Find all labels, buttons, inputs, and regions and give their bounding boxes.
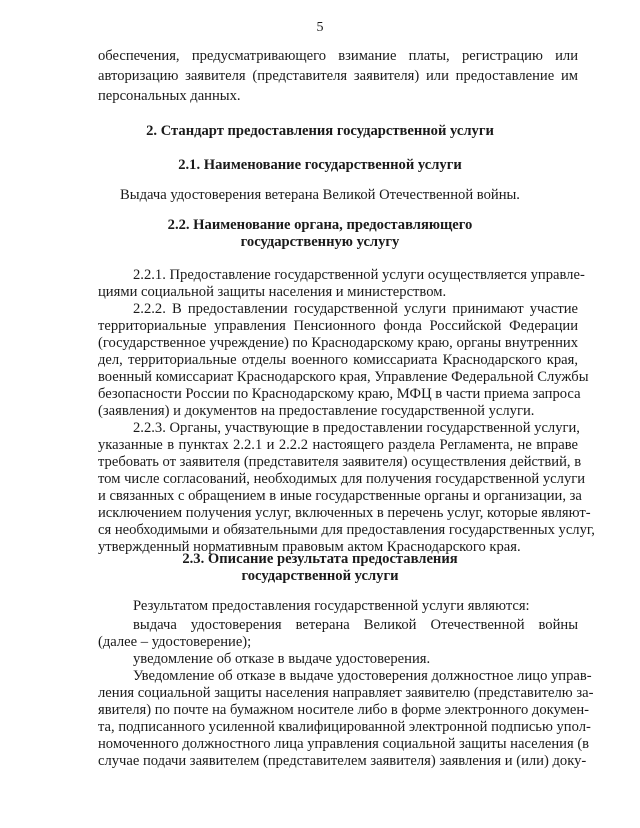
intro-line: обеспечения, предусматривающего взимание платы, регистрацию или <box>98 48 578 64</box>
intro-line: авторизацию заявителя (представителя заявителя) или предоставление им <box>98 68 578 84</box>
paragraph-line: безопасности России по Краснодарскому краю, МФЦ в части приема запроса <box>98 386 581 402</box>
paragraph-line: выдача удостоверения ветерана Великой Отечественной войны <box>133 617 578 633</box>
paragraph-line: (далее – удостоверение); <box>98 634 252 650</box>
section-2-3-title: 2.3. Описание результата предоставления <box>182 551 458 567</box>
section-2-3-title: государственной услуги <box>241 568 399 584</box>
paragraph-line: случае подачи заявителем (представителем заявителя) заявления и (или) доку- <box>98 753 587 769</box>
paragraph-line: том числе согласований, необходимых для получения государственной услуги <box>98 471 586 487</box>
paragraph-line: исключением получения услуг, включенных в перечень услуг, которые являют- <box>98 505 591 521</box>
section-2-title: 2. Стандарт предоставления государственной услуги <box>146 123 494 139</box>
paragraph-line: (государственное учреждение) по Краснодарскому краю, органы внутренних <box>98 335 578 351</box>
paragraph-line: уведомление об отказе в выдаче удостоверения. <box>133 651 431 667</box>
paragraph-line: Результатом предоставления государственной услуги являются: <box>133 598 530 614</box>
paragraph-line: дел, территориальные отделы военного комиссариата Краснодарского края, <box>98 352 578 368</box>
paragraph-line: номоченного должностного лица управления социальной защиты населения (в <box>98 736 590 752</box>
section-2-2-title: 2.2. Наименование органа, предоставляющего <box>167 217 473 233</box>
paragraph-line: та, подписанного усиленной квалифицированной электронной подписью упол- <box>98 719 591 735</box>
paragraph-line: ления социальной защиты населения направляет заявителю (представителю за- <box>98 685 594 701</box>
paragraph-line: 2.2.1. Предоставление государственной услуги осуществляется управле- <box>133 267 585 283</box>
section-2-1-title: 2.1. Наименование государственной услуги <box>178 157 462 173</box>
section-2-2-title: государственную услугу <box>240 234 400 250</box>
paragraph-line: явителя) по почте на бумажном носителе либо в форме электронного докумен- <box>98 702 590 718</box>
paragraph-line: утвержденный нормативным правовым актом Краснодарского края. <box>98 539 521 555</box>
paragraph-line: циями социальной защиты населения и министерством. <box>98 284 447 300</box>
paragraph-line: территориальные управления Пенсионного фонда Российской Федерации <box>98 318 578 334</box>
paragraph-line: военный комиссариат Краснодарского края, Управление Федеральной Службы <box>98 369 589 385</box>
paragraph-line: указанные в пунктах 2.2.1 и 2.2.2 настоящего раздела Регламента, не вправе <box>98 437 578 453</box>
paragraph-line: и связанных с обращением в иные государственные органы и организации, за <box>98 488 582 504</box>
paragraph-line: Уведомление об отказе в выдаче удостоверения должностное лицо управ- <box>133 668 592 684</box>
paragraph-line: 2.2.2. В предоставлении государственной услуги принимают участие <box>133 301 578 317</box>
page-number: 5 <box>316 20 324 35</box>
paragraph-line: ся необходимыми и обязательными для предоставления государственных услуг, <box>98 522 595 538</box>
intro-line: персональных данных. <box>98 88 241 104</box>
paragraph-line: требовать от заявителя (представителя заявителя) осуществления действий, в <box>98 454 582 470</box>
paragraph-line: 2.2.3. Органы, участвующие в предоставлении государственной услуги, <box>133 420 580 436</box>
section-2-1-text: Выдача удостоверения ветерана Великой Отечественной войны. <box>120 187 520 203</box>
paragraph-line: (заявления) и документов на предоставление государственной услуги. <box>98 403 535 419</box>
